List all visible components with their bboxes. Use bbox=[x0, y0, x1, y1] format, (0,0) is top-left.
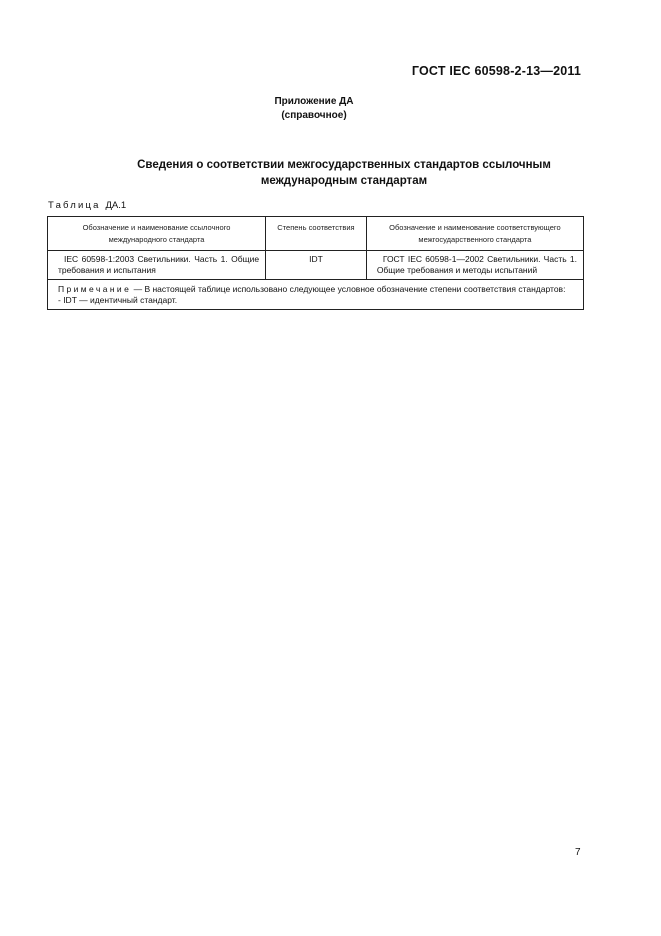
annex-subtitle: (справочное) bbox=[281, 110, 347, 121]
document-header-standard-id: ГОСТ IEC 60598-2-13—2011 bbox=[411, 64, 581, 78]
column-header-degree bbox=[266, 217, 367, 251]
section-title-line-1: Сведения о соответствии межгосударственных стандартов ссылочным bbox=[137, 159, 551, 171]
table-note bbox=[48, 280, 583, 309]
column-header-international-text: Обозначение и наименование ссылочного международного стандарта bbox=[82, 223, 231, 244]
page-number: 7 bbox=[575, 847, 581, 858]
correspondence-table bbox=[47, 216, 584, 310]
table-caption bbox=[48, 200, 126, 211]
cell-interstate-standard-text: ГОСТ IEC 60598-1—2002 Светильники. Часть 1. Общие требования и методы испытаний bbox=[376, 254, 577, 275]
table-note-label: Примечание bbox=[58, 284, 132, 294]
table-note-cell bbox=[48, 280, 584, 310]
column-header-degree-text: Степень соответствия bbox=[277, 223, 355, 232]
annex-title: Приложение ДА bbox=[274, 96, 354, 107]
column-header-interstate bbox=[366, 217, 583, 251]
cell-interstate-standard bbox=[366, 251, 583, 280]
column-header-interstate-text: Обозначение и наименование соответствующего межгосударственного стандарта bbox=[389, 223, 561, 244]
cell-degree bbox=[266, 251, 367, 280]
table-note-row bbox=[48, 280, 584, 310]
table-row bbox=[48, 251, 584, 280]
cell-international-standard bbox=[48, 251, 266, 280]
annex-heading bbox=[0, 95, 628, 123]
table-note-item: - IDT — идентичный стандарт. bbox=[58, 294, 178, 305]
table-note-line bbox=[58, 284, 577, 295]
table-note-dash: — bbox=[131, 284, 145, 294]
table-caption-number: ДА.1 bbox=[105, 200, 127, 211]
column-header-international bbox=[48, 217, 266, 251]
cell-degree-text: IDT bbox=[309, 254, 323, 264]
section-title-line-2: международным стандартам bbox=[260, 175, 428, 187]
table-note-text: В настоящей таблице использовано следующее условное обозначение степени соответствия стандартов: bbox=[144, 284, 566, 294]
table-header-row bbox=[48, 217, 584, 251]
section-title bbox=[60, 157, 628, 189]
cell-international-standard-text: IEC 60598-1:2003 Светильники. Часть 1. Общие требования и испытания bbox=[58, 254, 260, 275]
table-caption-label: Таблица bbox=[48, 200, 101, 211]
